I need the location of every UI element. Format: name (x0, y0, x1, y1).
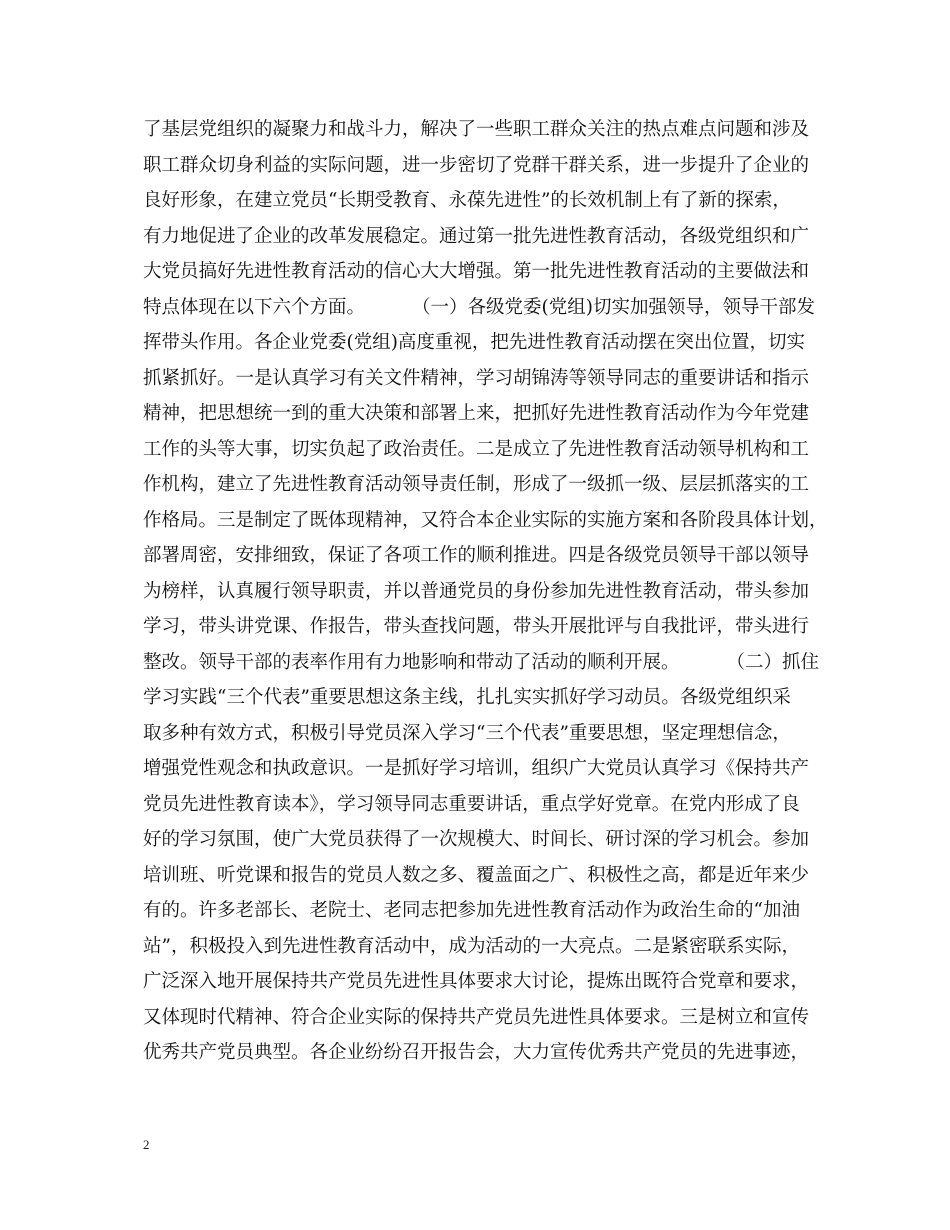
text-line: 特点体现在以下六个方面。 （一）各级党委(党组)切实加强领导，领导干部发 (143, 296, 815, 318)
text-line: 抓紧抓好。一是认真学习有关文件精神，学习胡锦涛等领导同志的重要讲话和指示 (143, 367, 810, 389)
text-line: 工作的头等大事，切实负起了政治责任。二是成立了先进性教育活动领导机构和工 (143, 438, 810, 460)
text-line: 学习实践“三个代表”重要思想这条主线，扎扎实实抓好学习动员。各级党组织采 (143, 687, 791, 708)
text-line: 精神，把思想统一到的重大决策和部署上来，把抓好先进性教育活动作为今年党建 (143, 403, 810, 424)
text-line: 又体现时代精神、符合企业实际的保持共产党员先进性具体要求。三是树立和宣传 (143, 1006, 810, 1028)
text-line: 良好形象，在建立党员“长期受教育、永葆先进性”的长效机制上有了新的探索， (143, 190, 791, 211)
text-line: 好的学习氛围，使广大党员获得了一次规模大、时间长、研讨深的学习机会。参加 (143, 829, 810, 850)
text-line: 增强党性观念和执政意识。一是抓好学习培训，组织广大党员认真学习《保持共产 (143, 758, 810, 779)
page-number: 2 (143, 1137, 150, 1152)
text-line: 取多种有效方式，积极引导党员深入学习“三个代表”重要思想，坚定理想信念， (143, 722, 791, 744)
text-line: 优秀共产党员典型。各企业纷纷召开报告会，大力宣传优秀共产党员的先进事迹， (143, 1042, 810, 1063)
text-line: 作格局。三是制定了既体现精神，又符合本企业实际的实施方案和各阶段具体计划， (143, 509, 828, 531)
text-line: 广泛深入地开展保持共产党员先进性具体要求大讨论，提炼出既符合党章和要求， (143, 971, 810, 992)
text-line: 有的。许多老部长、老院士、老同志把参加先进性教育活动作为政治生命的“加油 (143, 900, 800, 921)
text-line: 学习，带头讲党课、作报告，带头查找问题，带头开展批评与自我批评，带头进行 (143, 616, 810, 637)
text-line: 部署周密，安排细致，保证了各项工作的顺利推进。四是各级党员领导干部以领导 (143, 545, 810, 566)
body-text (143, 112, 828, 1071)
text-line: 挥带头作用。各企业党委(党组)高度重视，把先进性教育活动摆在突出位置，切实 (143, 332, 805, 353)
text-line: 有力地促进了企业的改革发展稳定。通过第一批先进性教育活动，各级党组织和广 (143, 225, 810, 247)
text-line: 职工群众切身利益的实际问题，进一步密切了党群干群关系，进一步提升了企业的 (143, 154, 810, 176)
text-line: 党员先进性教育读本》，学习领导同志重要讲话，重点学好党章。在党内形成了良 (143, 793, 800, 815)
text-line: 大党员搞好先进性教育活动的信心大大增强。第一批先进性教育活动的主要做法和 (143, 261, 810, 282)
text-line: 了基层党组织的凝聚力和战斗力，解决了一些职工群众关注的热点难点问题和涉及 (143, 119, 810, 140)
text-line: 站”，积极投入到先进性教育活动中，成为活动的一大亮点。二是紧密联系实际， (143, 935, 800, 957)
text-line: 作机构，建立了先进性教育活动领导责任制，形成了一级抓一级、层层抓落实的工 (143, 474, 810, 495)
text-line: 整改。领导干部的表率作用有力地影响和带动了活动的顺利开展。 （二）抓住 (143, 651, 820, 673)
text-line: 为榜样，认真履行领导职责，并以普通党员的身份参加先进性教育活动，带头参加 (143, 580, 810, 602)
text-line: 培训班、听党课和报告的党员人数之多、覆盖面之广、积极性之高，都是近年来少 (143, 864, 810, 886)
